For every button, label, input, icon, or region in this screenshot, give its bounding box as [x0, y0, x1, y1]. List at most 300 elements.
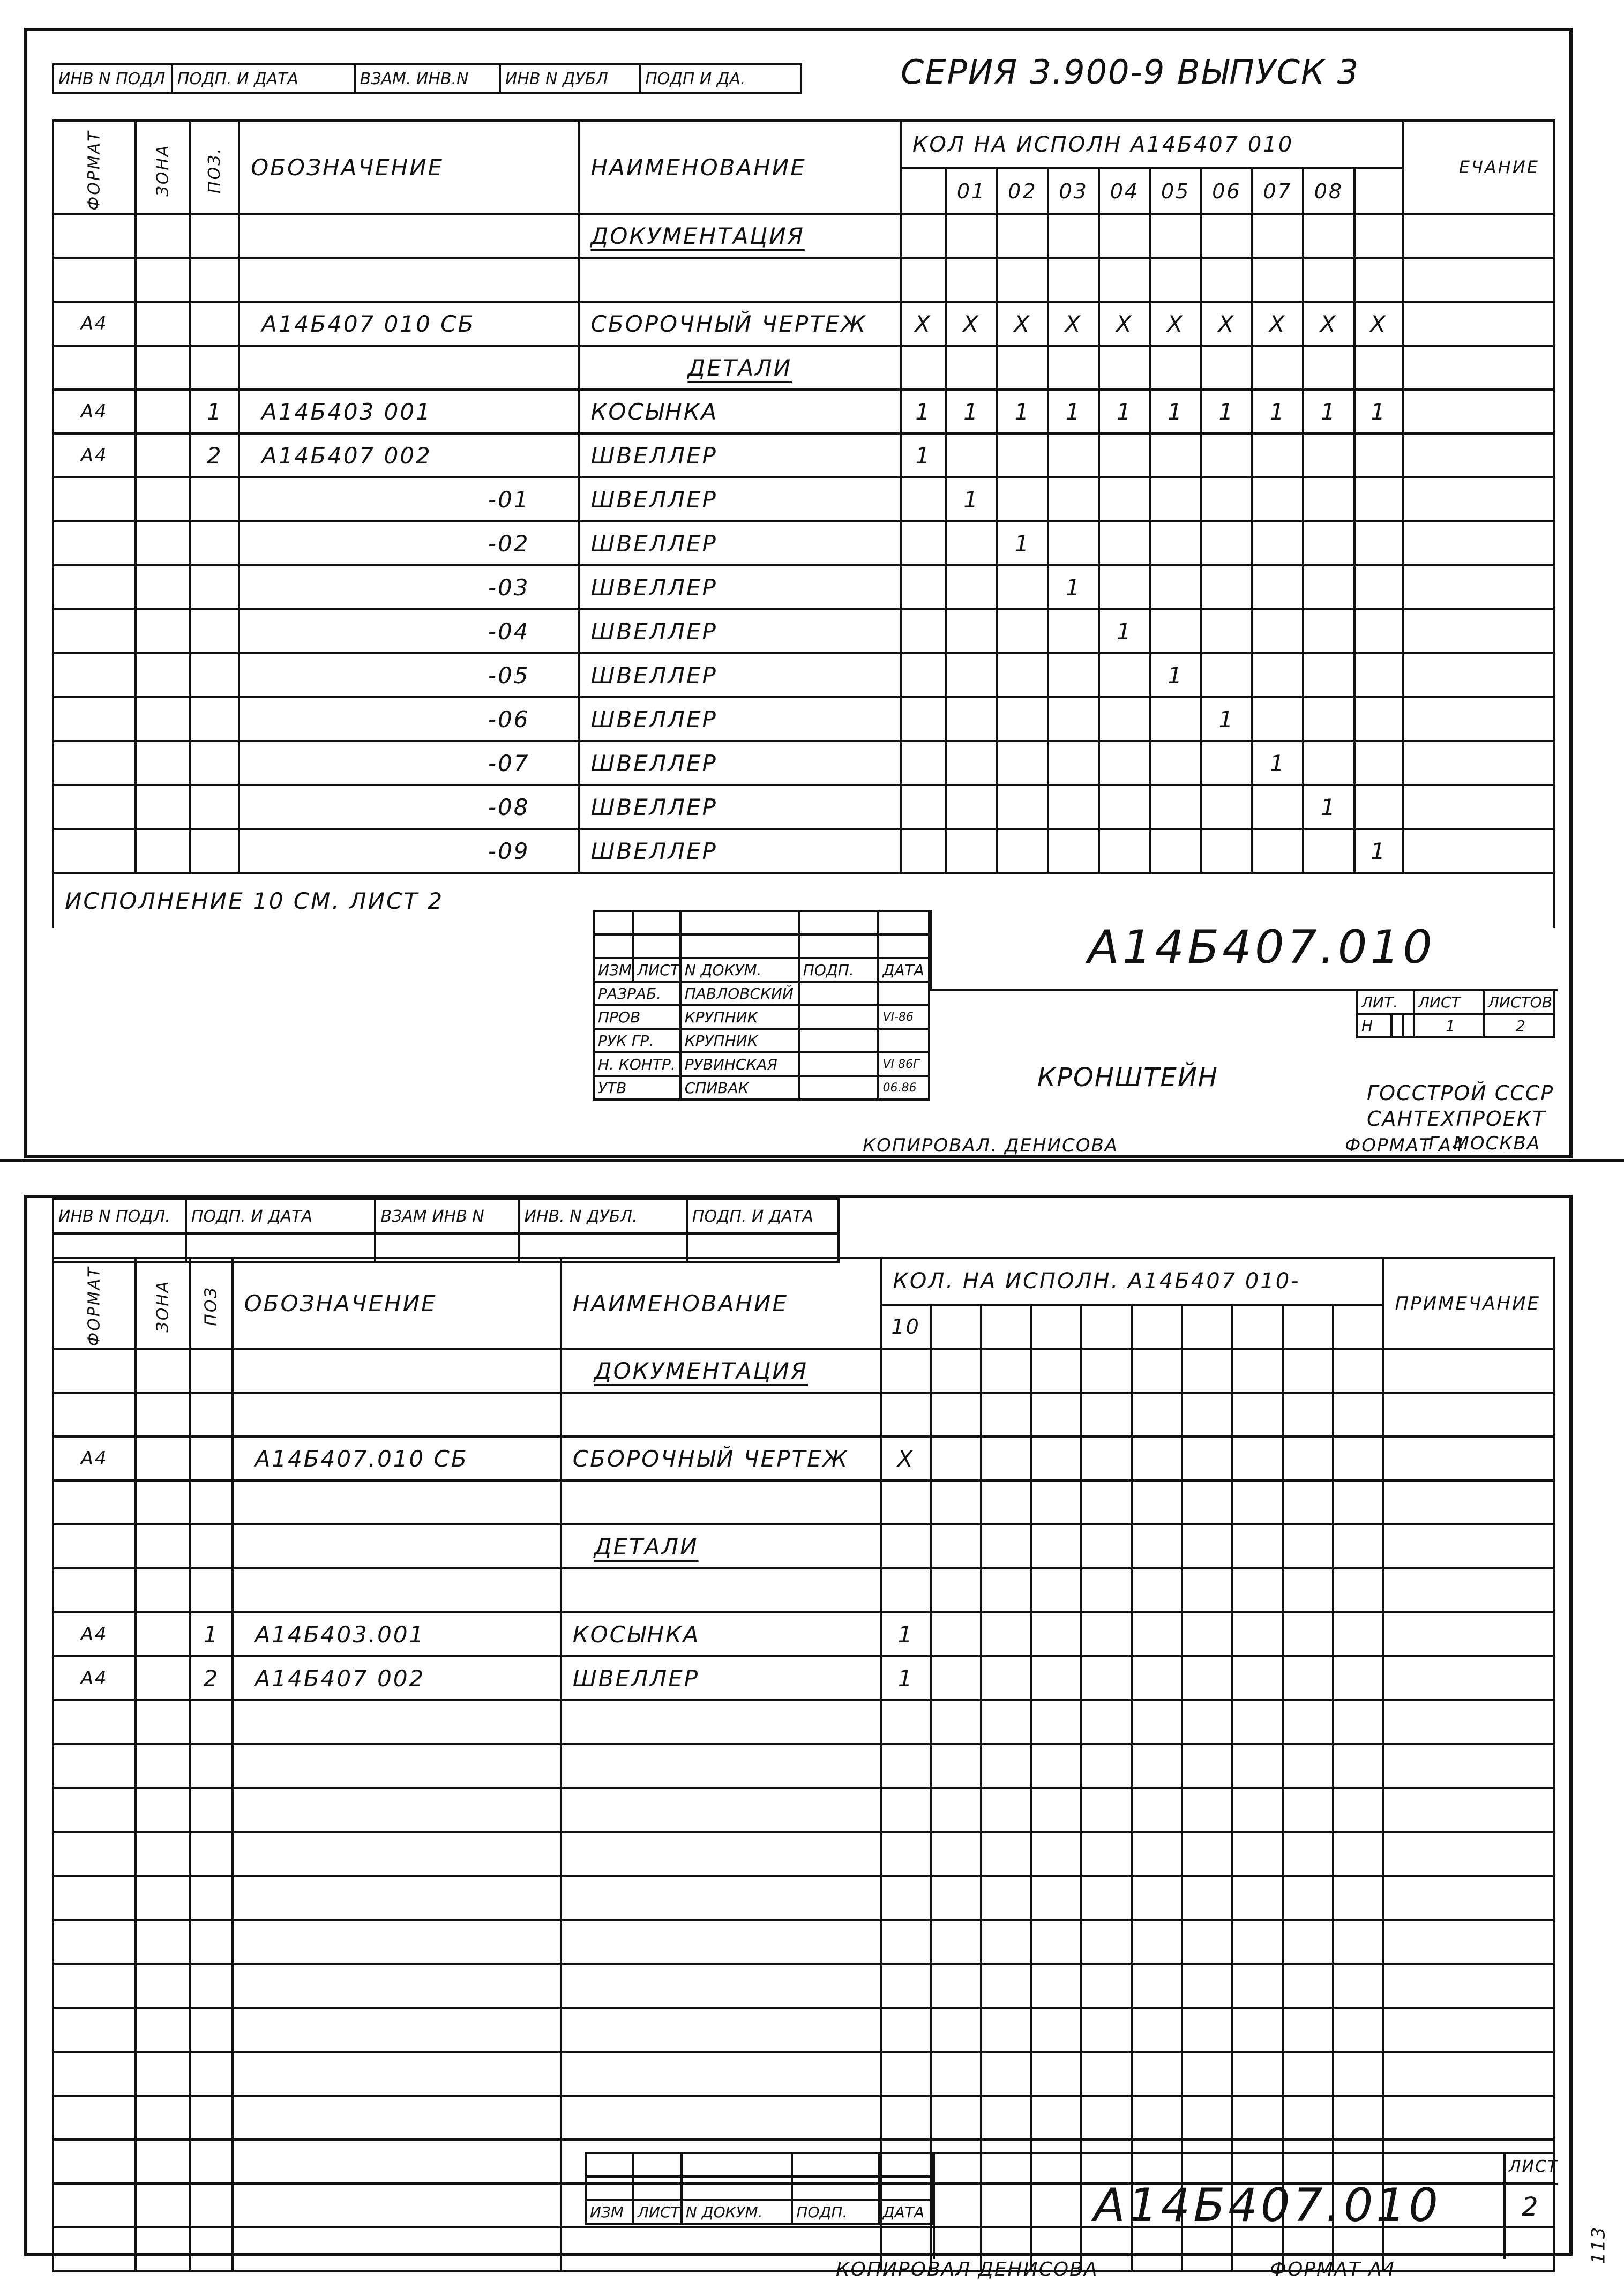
cell-empty [136, 1393, 190, 1437]
table-row [53, 1744, 1554, 1788]
cell-empty [1132, 2008, 1182, 2052]
cell-qty [901, 609, 946, 653]
cell-empty [1283, 1876, 1333, 1920]
cell-empty [136, 2227, 190, 2271]
cell-empty [136, 1964, 190, 2008]
cell-empty [1031, 2052, 1081, 2096]
cell-empty [1333, 1700, 1383, 1744]
cell-empty [1333, 1964, 1383, 2008]
cell-empty [981, 1744, 1031, 1788]
cell-empty [1081, 1744, 1132, 1788]
cell-empty [53, 1393, 136, 1437]
cell-empty [881, 1832, 931, 1876]
cell-empty [561, 2008, 881, 2052]
signer-name: КРУПНИК [680, 1029, 799, 1052]
cell-qty [1252, 433, 1303, 477]
signer-name: СПИВАК [680, 1076, 799, 1100]
cell-qty [1150, 785, 1201, 829]
cell-empty [1081, 1832, 1132, 1876]
cell-qty [1048, 521, 1099, 565]
cell-empty [1283, 1920, 1333, 1964]
section-docs: ДОКУМЕНТАЦИЯ [594, 1357, 808, 1384]
cell-qty [1354, 785, 1403, 829]
cell-qty [997, 433, 1048, 477]
cell-empty [233, 1568, 561, 1612]
cell-empty [136, 1832, 190, 1876]
section-row [53, 346, 1554, 390]
cell-qty [1354, 741, 1403, 785]
table-row [53, 1964, 1554, 2008]
cell-empty [1333, 1568, 1383, 1612]
cell-empty [931, 2052, 981, 2096]
table-row [53, 1876, 1554, 1920]
col-format: ФОРМАТ [85, 1266, 104, 1347]
cell-empty [1081, 1612, 1132, 1656]
cell-note [1403, 609, 1554, 653]
signer-date [878, 982, 929, 1005]
cell-empty [1182, 1524, 1232, 1568]
cell-empty [1283, 1612, 1333, 1656]
cell-empty [881, 2008, 931, 2052]
cell-empty [931, 1437, 981, 1480]
signer-signature [799, 1052, 879, 1076]
cell-qty [1099, 829, 1150, 873]
cell-name: ШВЕЛЛЕР [579, 565, 901, 609]
signer-name: КРУПНИК [680, 1005, 799, 1029]
cell-empty [136, 1480, 190, 1524]
cell-empty [981, 1656, 1031, 1700]
cell-empty [190, 2052, 232, 2096]
cell-empty [1031, 1920, 1081, 1964]
cell-name: ШВЕЛЛЕР [579, 653, 901, 697]
cell-empty [1383, 2008, 1554, 2052]
cell-qty [1252, 521, 1303, 565]
cell-empty [53, 1788, 136, 1832]
cell-empty [1333, 1920, 1383, 1964]
cell-empty [931, 1788, 981, 1832]
cell-empty [1031, 1612, 1081, 1656]
footnote: ИСПОЛНЕНИЕ 10 СМ. ЛИСТ 2 [53, 873, 1554, 928]
cell-empty [136, 1920, 190, 1964]
stamp-label: ВЗАМ. ИНВ.N [355, 64, 500, 93]
table-row [53, 1656, 1554, 1700]
cell-empty [981, 1524, 1031, 1568]
cell-name: КОСЫНКА [561, 1612, 881, 1656]
cell-empty [561, 1876, 881, 1920]
cell-qty: Х [1201, 302, 1252, 346]
stamp-label: ПОДП. И ДАТА [186, 1199, 375, 1233]
cell-qty [1252, 697, 1303, 741]
cell-name: ШВЕЛЛЕР [561, 1656, 881, 1700]
cell-empty [53, 1524, 136, 1568]
cell-empty [1333, 1480, 1383, 1524]
cell-qty: Х [946, 302, 997, 346]
cell-empty [931, 1700, 981, 1744]
cell-pos: 2 [190, 1656, 232, 1700]
variant-08: 08 [1303, 168, 1354, 214]
table-row [53, 302, 1554, 346]
cell-empty [233, 2183, 561, 2227]
doc-title: КРОНШТЕЙН [1037, 1063, 1218, 1093]
sheet-label: ЛИСТ [1414, 990, 1484, 1014]
cell-empty [1232, 1480, 1283, 1524]
col-name: НАИМЕНОВАНИЕ [579, 121, 901, 214]
signer-role: ПРОВ [594, 1005, 680, 1029]
cell-pos [190, 609, 239, 653]
table-row [53, 1612, 1554, 1656]
cell-qty: 1 [1252, 741, 1303, 785]
cell-pos [190, 565, 239, 609]
cell-name: ШВЕЛЛЕР [579, 477, 901, 521]
cell-empty [1031, 1568, 1081, 1612]
cell-empty [1132, 1832, 1182, 1876]
cell-empty [1232, 1349, 1283, 1393]
cell-empty [561, 1920, 881, 1964]
cell-designation: -05 [239, 653, 579, 697]
cell-empty [931, 1568, 981, 1612]
cell-qty [1099, 653, 1150, 697]
cell-qty: 1 [1099, 609, 1150, 653]
cell-empty [233, 2096, 561, 2140]
cell-qty: 1 [946, 390, 997, 433]
cell-empty [1232, 1964, 1283, 2008]
cell-empty [1182, 2052, 1232, 2096]
cell-empty [1081, 1788, 1132, 1832]
cell-qty [1048, 653, 1099, 697]
cell-qty [946, 565, 997, 609]
cell-designation: А14Б407 002 [239, 433, 579, 477]
cell-empty [190, 1480, 232, 1524]
cell-empty [1232, 1788, 1283, 1832]
cell-empty [881, 1700, 931, 1744]
spec-rows-parts [53, 390, 1554, 873]
cell-pos: 2 [190, 433, 239, 477]
variant-01: 01 [946, 168, 997, 214]
tb-hdr: ИЗМ [594, 958, 633, 982]
cell-empty [53, 1349, 136, 1393]
cell-empty [981, 1568, 1031, 1612]
cell-empty [1081, 2008, 1132, 2052]
stamp-label: ИНВ N ПОДЛ [53, 64, 172, 93]
cell-empty [1333, 2008, 1383, 2052]
cell-empty [1283, 2052, 1333, 2096]
cell-empty [1333, 2052, 1383, 2096]
lit-table [1356, 989, 1555, 1038]
lit-label: ЛИТ. [1357, 990, 1414, 1014]
cell-empty [1081, 1964, 1132, 2008]
cell-empty [1383, 1437, 1554, 1480]
cell-designation: А14Б407.010 СБ [233, 1437, 561, 1480]
cell-empty [190, 1524, 232, 1568]
cell-empty [1333, 2096, 1383, 2140]
cell-qty [997, 829, 1048, 873]
col-name: НАИМЕНОВАНИЕ [561, 1258, 881, 1349]
cell-empty [981, 1393, 1031, 1437]
cell-empty [53, 1964, 136, 2008]
cell-empty [1031, 1524, 1081, 1568]
col-note: ЕЧАНИЕ [1403, 121, 1554, 214]
section-parts-cell [561, 1524, 881, 1568]
signature-rows [594, 982, 929, 1100]
cell-qty: 1 [1354, 829, 1403, 873]
cell-empty [881, 1788, 931, 1832]
cell-empty [1132, 1876, 1182, 1920]
cell-qty [997, 697, 1048, 741]
table-row [53, 1788, 1554, 1832]
section-docs: ДОКУМЕНТАЦИЯ [590, 222, 805, 249]
cell-empty [1132, 1393, 1182, 1437]
cell-qty [1201, 433, 1252, 477]
cell-empty [561, 1744, 881, 1788]
cell-pos [190, 1437, 232, 1480]
cell-empty [1081, 1393, 1132, 1437]
cell-empty [190, 1744, 232, 1788]
cell-empty [1232, 1568, 1283, 1612]
cell-designation: -06 [239, 697, 579, 741]
table-row [53, 785, 1554, 829]
cell-empty [931, 1744, 981, 1788]
cell-empty [136, 1700, 190, 1744]
cell-note [1403, 477, 1554, 521]
cell-empty [1081, 1524, 1132, 1568]
cell-qty: 1 [1201, 390, 1252, 433]
cell-note [1403, 302, 1554, 346]
cell-format [53, 697, 136, 741]
cell-empty [233, 1700, 561, 1744]
cell-qty [1150, 477, 1201, 521]
cell-empty [931, 1612, 981, 1656]
cell-qty [946, 653, 997, 697]
stamp-label: ИНВ N ДУБЛ [500, 64, 640, 93]
table-row [53, 521, 1554, 565]
cell-empty [233, 1920, 561, 1964]
cell-empty [1031, 1393, 1081, 1437]
sheets-label: ЛИСТОВ [1484, 990, 1554, 1014]
cell-empty [190, 2096, 232, 2140]
cell-empty [53, 2140, 136, 2183]
cell-empty [981, 1788, 1031, 1832]
cell-zone [136, 785, 190, 829]
cell-qty: 1 [1099, 390, 1150, 433]
cell-empty [1383, 1832, 1554, 1876]
cell-designation: -01 [239, 477, 579, 521]
cell-empty [1232, 1656, 1283, 1700]
cell-empty [1232, 1393, 1283, 1437]
cell-zone [136, 1612, 190, 1656]
signer-role: Н. КОНТР. [594, 1052, 680, 1076]
cell-qty [1252, 653, 1303, 697]
cell-empty [1383, 1612, 1554, 1656]
cell-qty: 1 [1252, 390, 1303, 433]
cell-format: А4 [53, 390, 136, 433]
cell-empty [136, 1349, 190, 1393]
cell-name: СБОРОЧНЫЙ ЧЕРТЕЖ [579, 302, 901, 346]
cell-designation: -08 [239, 785, 579, 829]
cell-empty [190, 1349, 232, 1393]
cell-zone [136, 433, 190, 477]
table-row [53, 741, 1554, 785]
cell-format [53, 829, 136, 873]
table-row [53, 2008, 1554, 2052]
cell-qty [1252, 785, 1303, 829]
cell-empty [1031, 1832, 1081, 1876]
cell-empty [931, 1964, 981, 2008]
sheet-value: 1 [1414, 1014, 1484, 1037]
cell-qty: Х [1150, 302, 1201, 346]
cell-qty [901, 521, 946, 565]
cell-empty [931, 1480, 981, 1524]
cell-qty: 1 [997, 390, 1048, 433]
cell-qty [1303, 741, 1354, 785]
tb-hdr: ЛИСТ [633, 958, 680, 982]
cell-empty [1132, 1437, 1182, 1480]
cell-empty [1031, 1788, 1081, 1832]
cell-empty [1182, 1656, 1232, 1700]
cell-empty [981, 1349, 1031, 1393]
cell-format: А4 [53, 1656, 136, 1700]
cell-format: А4 [53, 1437, 136, 1480]
cell-empty [53, 1920, 136, 1964]
cell-empty [1081, 1349, 1132, 1393]
cell-empty [136, 1788, 190, 1832]
cell-empty [1031, 2008, 1081, 2052]
cell-empty [1283, 1744, 1333, 1788]
top-stamp-strip [52, 63, 802, 94]
signature-row [594, 1005, 929, 1029]
format-1: ФОРМАТ А4 [1345, 1135, 1465, 1156]
cell-qty [1048, 829, 1099, 873]
cell-empty [233, 1349, 561, 1393]
cell-qty [1099, 477, 1150, 521]
cell-empty [1232, 1920, 1283, 1964]
variant-03: 03 [1048, 168, 1099, 214]
cell-qty [997, 477, 1048, 521]
spec-rows-docs [53, 302, 1554, 346]
cell-qty: Х [1303, 302, 1354, 346]
cell-empty [53, 1480, 136, 1524]
cell-qty [1201, 521, 1252, 565]
cell-empty [190, 1876, 232, 1920]
cell-qty [1303, 653, 1354, 697]
table-row [53, 390, 1554, 433]
cell-empty [881, 1876, 931, 1920]
signature-row [594, 982, 929, 1005]
cell-qty: 1 [1201, 697, 1252, 741]
cell-empty [136, 2183, 190, 2227]
col-zone: ЗОНА [153, 144, 173, 196]
cell-zone [136, 302, 190, 346]
cell-designation: А14Б407 002 [233, 1656, 561, 1700]
cell-empty [1031, 1349, 1081, 1393]
cell-empty [1081, 1437, 1132, 1480]
cell-empty [1081, 1480, 1132, 1524]
cell-empty [931, 2008, 981, 2052]
col-pos: ПОЗ. [205, 146, 224, 193]
signer-signature [799, 1029, 879, 1052]
cell-empty [881, 1744, 931, 1788]
cell-empty [136, 2140, 190, 2183]
cell-empty [1383, 1700, 1554, 1744]
signer-role: РАЗРАБ. [594, 982, 680, 1005]
cell-empty [136, 1876, 190, 1920]
cell-qty [946, 609, 997, 653]
cell-format [53, 565, 136, 609]
variant-04: 04 [1099, 168, 1150, 214]
cell-qty: Х [901, 302, 946, 346]
cell-name: СБОРОЧНЫЙ ЧЕРТЕЖ [561, 1437, 881, 1480]
cell-empty [233, 1876, 561, 1920]
cell-empty [190, 2183, 232, 2227]
cell-name: ШВЕЛЛЕР [579, 697, 901, 741]
cell-qty [1150, 829, 1201, 873]
cell-format: А4 [53, 302, 136, 346]
cell-empty [1081, 2096, 1132, 2140]
cell-empty [981, 1437, 1031, 1480]
tb-hdr: ЛИСТ [633, 2200, 682, 2224]
cell-empty [561, 1393, 881, 1437]
cell-qty [1252, 829, 1303, 873]
table-row [53, 609, 1554, 653]
cell-empty [136, 1524, 190, 1568]
cell-empty [1182, 1788, 1232, 1832]
cell-empty [1031, 1876, 1081, 1920]
cell-qty [997, 741, 1048, 785]
cell-empty [233, 1393, 561, 1437]
cell-qty [1354, 653, 1403, 697]
cell-empty [1031, 1656, 1081, 1700]
cell-empty [1031, 1964, 1081, 2008]
cell-qty [1303, 609, 1354, 653]
cell-empty [881, 1524, 931, 1568]
cell-empty [233, 1788, 561, 1832]
cell-qty [1099, 785, 1150, 829]
cell-empty [561, 1832, 881, 1876]
table-row [53, 2096, 1554, 2140]
cell-empty [1232, 2096, 1283, 2140]
cell-empty [1383, 1876, 1554, 1920]
cell-qty [997, 653, 1048, 697]
tb-hdr: N ДОКУМ. [680, 958, 799, 982]
cell-qty [997, 785, 1048, 829]
cell-empty [1081, 1876, 1132, 1920]
cell-empty [1383, 1656, 1554, 1700]
cell-qty [1252, 565, 1303, 609]
cell-empty [136, 1568, 190, 1612]
cell-empty [881, 1568, 931, 1612]
sheets-value: 2 [1484, 1014, 1554, 1037]
cell-empty [1333, 1832, 1383, 1876]
cell-empty [1182, 1349, 1232, 1393]
format-2: ФОРМАТ А4 [1270, 2258, 1396, 2280]
cell-zone [136, 390, 190, 433]
cell-name: ШВЕЛЛЕР [579, 609, 901, 653]
cell-qty: 1 [901, 433, 946, 477]
cell-empty [1081, 1656, 1132, 1700]
cell-format: А4 [53, 433, 136, 477]
cell-empty [136, 2052, 190, 2096]
cell-qty [1252, 609, 1303, 653]
cell-qty [1099, 433, 1150, 477]
table-row [53, 1437, 1554, 1480]
cell-qty [1099, 521, 1150, 565]
cell-qty: 1 [1303, 785, 1354, 829]
cell-qty [1201, 609, 1252, 653]
cell-empty [1232, 1876, 1283, 1920]
cell-empty [1031, 1700, 1081, 1744]
cell-empty [190, 2140, 232, 2183]
cell-empty [1132, 1568, 1182, 1612]
cell-empty [561, 1964, 881, 2008]
